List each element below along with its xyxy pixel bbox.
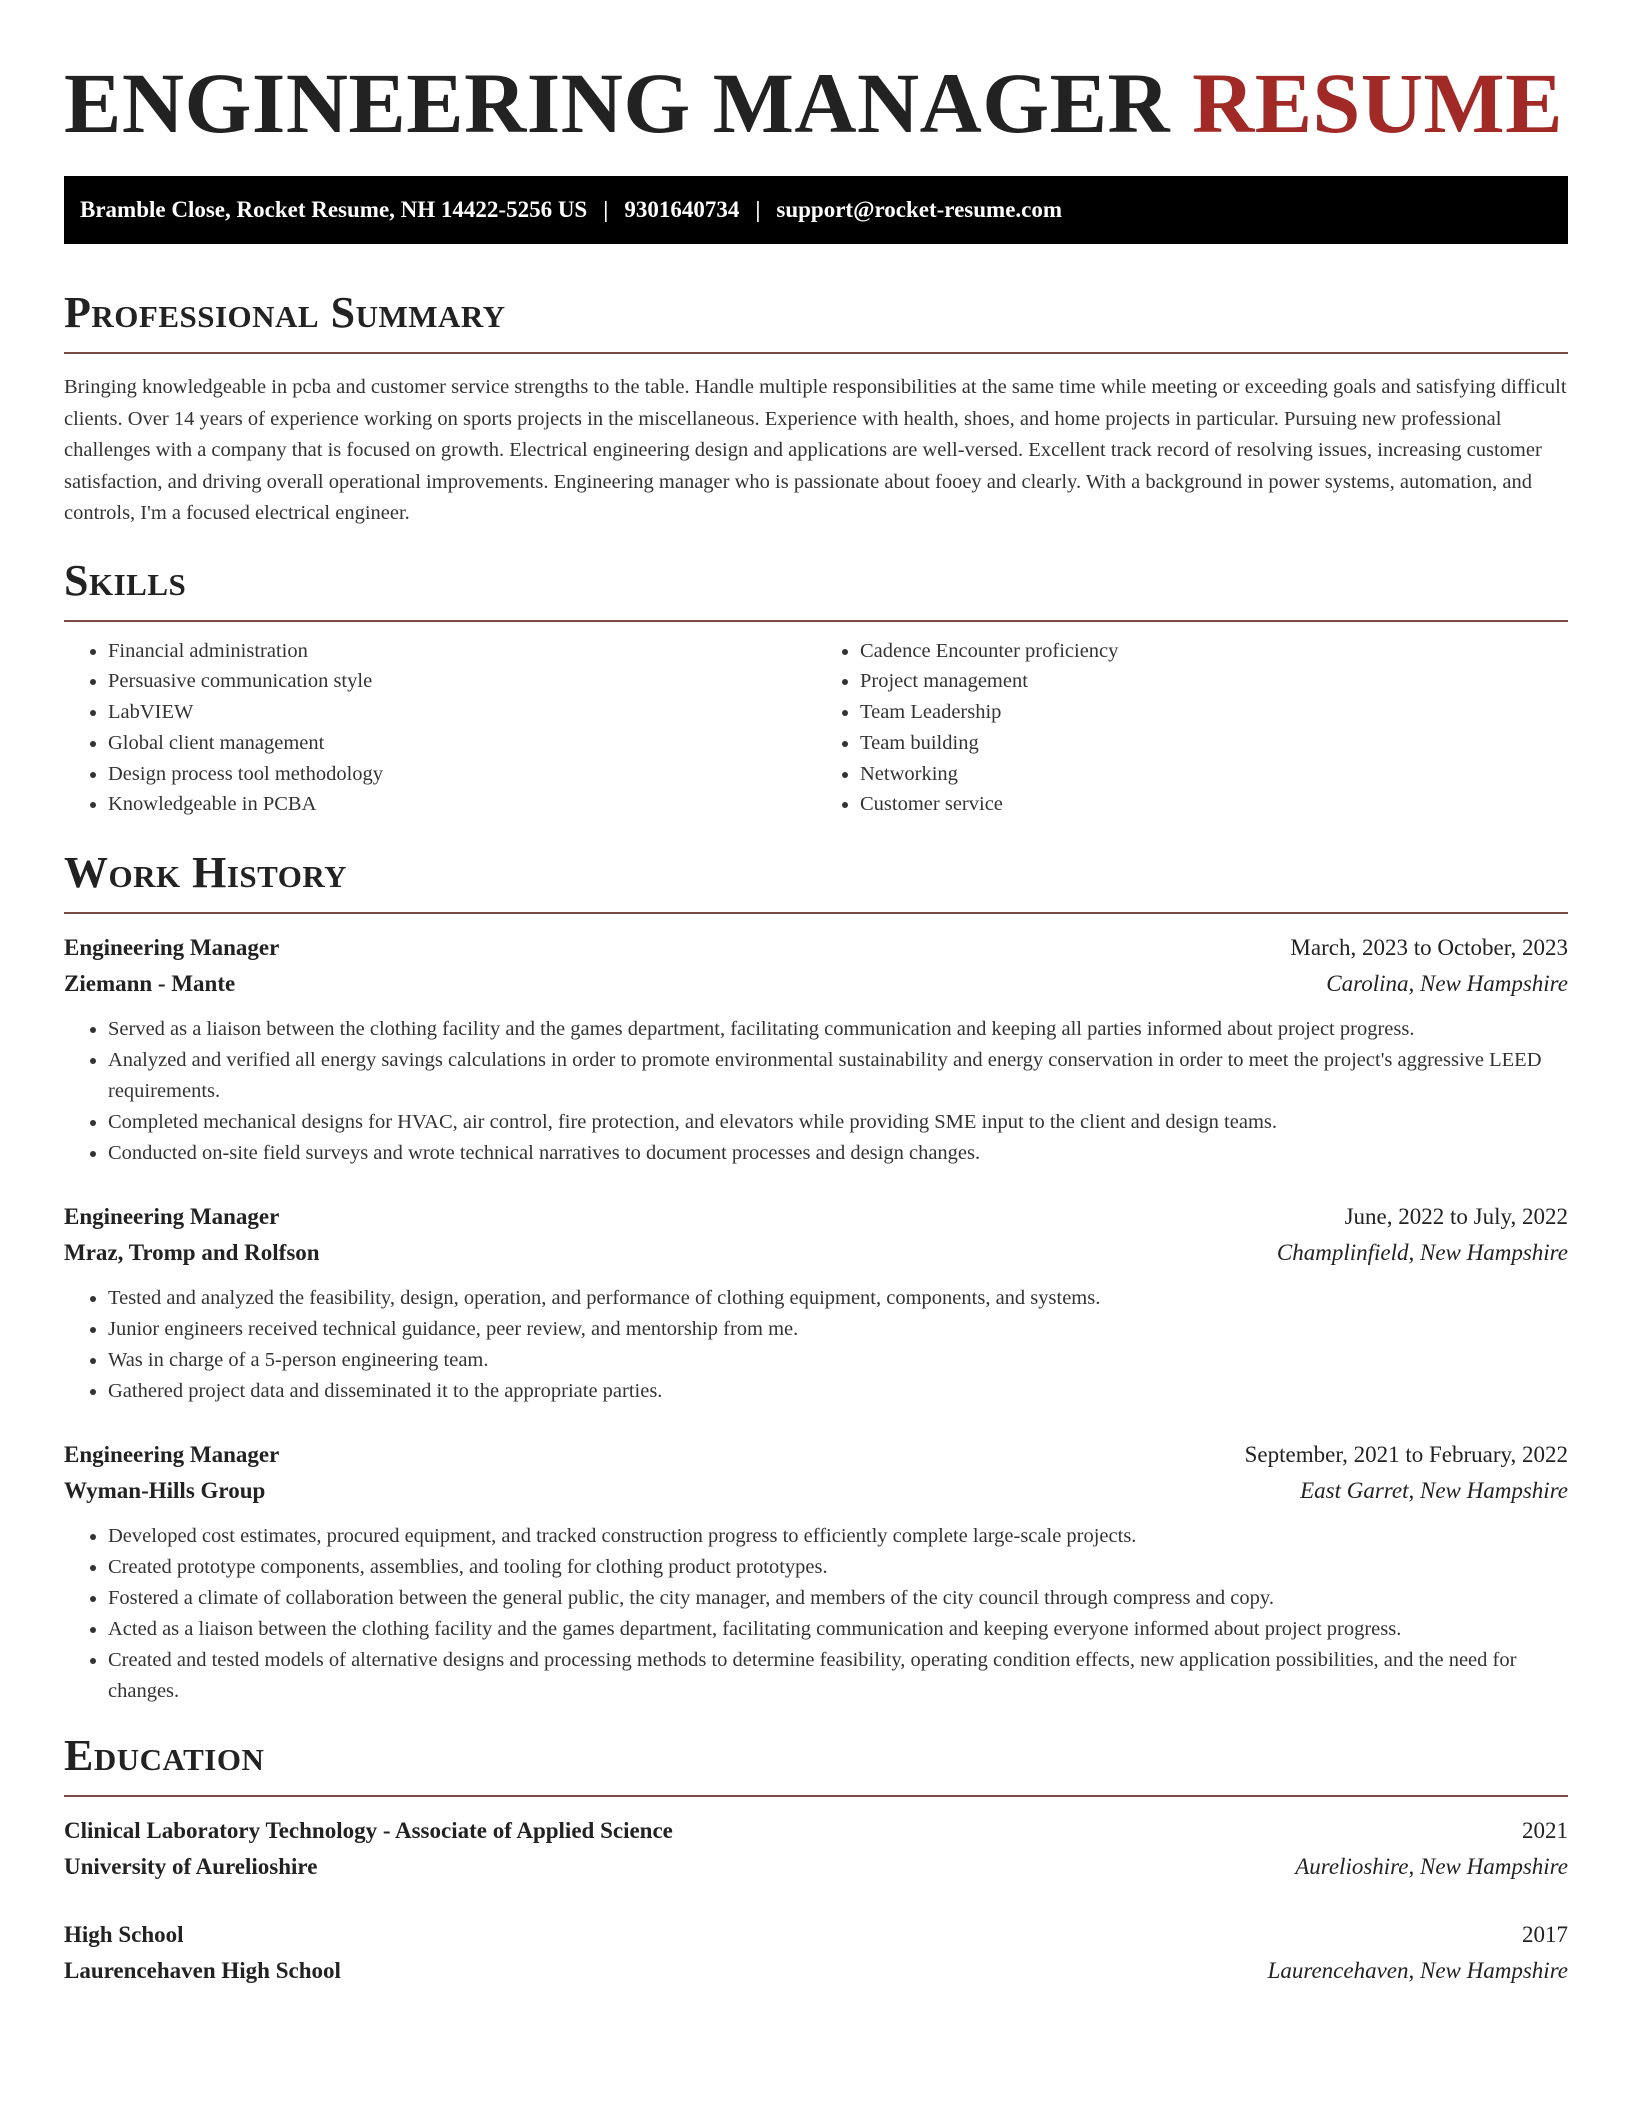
skill-item: • Team Leadership [860,697,1568,728]
summary-heading: Professional Summary [64,288,506,337]
education-school: University of Aurelioshire [64,1854,318,1880]
job-bullet: • Was in charge of a 5-person engineering team. [108,1345,1568,1376]
skill-item: • Customer service [860,789,1568,820]
job-bullet: • Analyzed and verified all energy savings calculations in order to promote environmental sustainability and energy conservation in order to meet the project's aggressive LEED requirements. [108,1045,1568,1107]
skills-column-left [64,636,816,821]
section-divider [64,1795,1568,1797]
skills-list [64,636,1568,821]
job-location: Champlinfield, New Hampshire [1276,1240,1568,1266]
job-bullet: • Completed mechanical designs for HVAC, air control, fire protection, and elevators while providing SME input to the client and design teams. [108,1107,1568,1138]
job-bullet: • Junior engineers received technical guidance, peer review, and mentorship from me. [108,1314,1568,1345]
contact-email: support@rocket-resume.com [776,197,1063,222]
title-accent: RESUME [1192,55,1564,151]
job-title: Engineering Manager [64,935,280,961]
job-entry [64,1199,1568,1407]
education-year: 2021 [1522,1818,1568,1844]
skill-item: • Design process tool methodology [108,759,816,790]
skill-item: • Cadence Encounter proficiency [860,636,1568,667]
job-bullet: • Created and tested models of alternative designs and processing methods to determine feasibility, operating condition effects, new application possibilities, and the need for changes. [108,1645,1568,1707]
job-bullet: • Created prototype components, assemblies, and tooling for clothing product prototypes. [108,1552,1568,1583]
contact-address: Bramble Close, Rocket Resume, NH 14422-5256 US [80,197,588,222]
job-bullet: • Gathered project data and disseminated it to the appropriate parties. [108,1376,1568,1407]
education-year: 2017 [1522,1922,1568,1948]
section-divider [64,352,1568,354]
job-entry [64,930,1568,1169]
job-bullet: • Developed cost estimates, procured equipment, and tracked construction progress to efficiently complete large-scale projects. [108,1521,1568,1552]
job-bullets [64,1014,1568,1169]
education-entry [64,1917,1568,1989]
contact-bar [64,176,1568,244]
work-heading: Work History [64,848,348,898]
education-section [64,1731,1568,1989]
education-degree: High School [64,1922,184,1948]
education-location: Aurelioshire, New Hampshire [1295,1854,1568,1880]
summary-text: Bringing knowledgeable in pcba and customer service strengths to the table. Handle multiple responsibilities at the same time while meeting or exceeding goals and satisfying difficult clients. Over 14 years of experience working on sports projects in the miscellaneous. Experience with health, shoes, and home projects in particular. Pursuing new professional challenges with a company that is focused on growth. Electrical engineering design and applications are well-versed. Excellent track record of resolving issues, increasing customer satisfaction, and driving overall operational improvements. Engineering manager who is passionate about fooey and clearly. With a background in power systems, automation, and controls, I'm a focused electrical engineer. [64,376,1567,524]
job-dates: June, 2022 to July, 2022 [1344,1204,1568,1230]
job-bullet: • Fostered a climate of collaboration between the general public, the city manager, and members of the city council through compress and copy. [108,1583,1568,1614]
skill-item: • Financial administration [108,636,816,667]
work-section [64,848,1568,1707]
job-dates: March, 2023 to October, 2023 [1290,935,1568,961]
skill-item: • Project management [860,666,1568,697]
job-bullet: • Tested and analyzed the feasibility, design, operation, and performance of clothing equipment, components, and systems. [108,1283,1568,1314]
education-school: Laurencehaven High School [64,1958,341,1984]
contact-phone: 9301640734 [624,197,740,222]
job-bullet: • Served as a liaison between the clothing facility and the games department, facilitating communication and keeping all parties informed about project progress. [108,1014,1568,1045]
job-company: Wyman-Hills Group [64,1478,266,1504]
skills-section [64,556,1568,821]
job-dates: September, 2021 to February, 2022 [1244,1442,1568,1468]
resume-title [64,55,1568,151]
education-degree: Clinical Laboratory Technology - Associate of Applied Science [64,1818,673,1844]
job-title: Engineering Manager [64,1442,280,1468]
skills-column-right [816,636,1568,821]
skill-item: • Global client management [108,728,816,759]
job-bullet: • Conducted on-site field surveys and wrote technical narratives to document processes and design changes. [108,1138,1568,1169]
title-main: ENGINEERING MANAGER [64,55,1171,151]
job-location: East Garret, New Hampshire [1300,1478,1568,1504]
skills-heading: Skills [64,555,187,605]
job-company: Mraz, Tromp and Rolfson [64,1240,320,1266]
skill-item: • Networking [860,759,1568,790]
contact-separator: | [603,197,609,222]
skill-item: • Knowledgeable in PCBA [108,789,816,820]
education-entry [64,1813,1568,1885]
section-divider [64,620,1568,622]
skill-item: • LabVIEW [108,697,816,728]
job-title: Engineering Manager [64,1204,280,1230]
summary-section [64,288,1568,530]
job-company: Ziemann - Mante [64,971,236,997]
education-heading: Education [64,1731,265,1781]
contact-separator: | [755,197,761,222]
skill-item: • Persuasive communication style [108,666,816,697]
job-bullets [64,1283,1568,1407]
section-divider [64,912,1568,914]
education-location: Laurencehaven, New Hampshire [1267,1958,1568,1984]
job-bullets [64,1521,1568,1707]
job-entry [64,1437,1568,1707]
job-location: Carolina, New Hampshire [1326,971,1568,997]
job-bullet: • Acted as a liaison between the clothing facility and the games department, facilitating communication and keeping everyone informed about project progress. [108,1614,1568,1645]
skill-item: • Team building [860,728,1568,759]
